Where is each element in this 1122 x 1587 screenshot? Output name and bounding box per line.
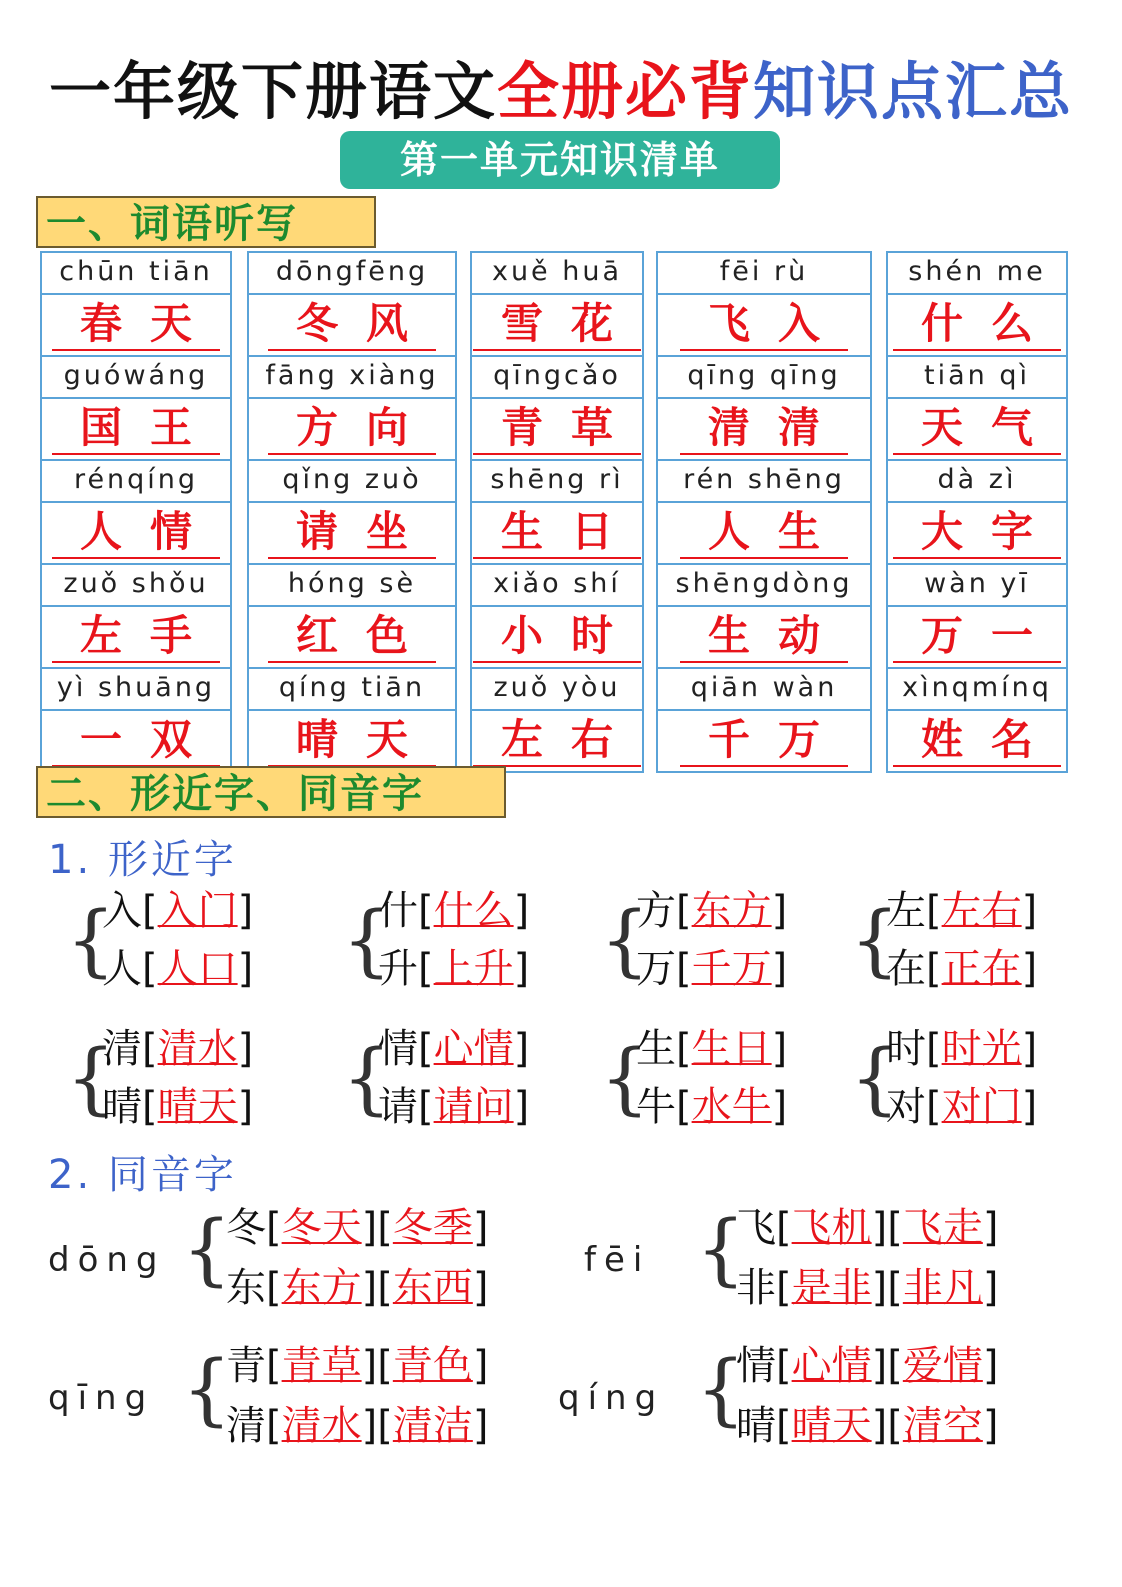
similar-row [636, 943, 787, 995]
vocab-cell [470, 565, 644, 669]
vocab-word-box [658, 607, 870, 667]
homophone-row [736, 1400, 998, 1452]
bracket-open: [ [142, 888, 158, 934]
homophone-pinyin: dōng [48, 1240, 166, 1280]
homophone-word: 非凡 [902, 1265, 983, 1311]
homophone-row [226, 1202, 488, 1254]
vocab-pinyin: xuě huā [472, 253, 642, 295]
vocab-word-box [42, 295, 230, 355]
vocab-cell [40, 461, 232, 565]
similar-row [636, 885, 787, 937]
bracket-mid: ][ [361, 1343, 393, 1389]
vocab-word: 请坐 [268, 507, 436, 559]
bracket-close: ] [513, 946, 530, 992]
similar-word: 时光 [941, 1026, 1022, 1072]
vocab-pinyin: guówáng [42, 357, 230, 399]
vocab-word-box [472, 295, 642, 355]
similar-word: 水牛 [691, 1084, 772, 1130]
vocab-word: 小时 [473, 611, 641, 663]
homophone-row [736, 1262, 998, 1314]
similar-row [636, 1081, 787, 1133]
vocab-word-box [888, 399, 1066, 459]
vocab-cell [656, 357, 872, 461]
vocab-cell [886, 357, 1068, 461]
bracket-open: [ [418, 1084, 434, 1130]
vocab-word-box [888, 295, 1066, 355]
vocab-cell [470, 461, 644, 565]
vocab-pinyin: qiān wàn [658, 669, 870, 711]
bracket-open: [ [266, 1403, 282, 1449]
similar-pair [850, 1023, 1090, 1139]
vocab-word-box [472, 711, 642, 771]
vocab-pinyin: qǐng zuò [249, 461, 455, 503]
vocab-word: 方向 [268, 403, 436, 455]
vocab-pinyin: chūn tiān [42, 253, 230, 295]
vocab-cell [886, 251, 1068, 357]
bracket-close: ] [771, 1084, 788, 1130]
vocab-pinyin: rénqíng [42, 461, 230, 503]
homophone-word: 爱情 [902, 1343, 983, 1389]
similar-char: 请 [378, 1084, 418, 1130]
bracket-close: ] [771, 946, 788, 992]
bracket-close: ] [472, 1403, 489, 1449]
vocab-pinyin: shén me [888, 253, 1066, 295]
vocab-word: 万一 [893, 611, 1061, 663]
vocab-word: 一双 [52, 715, 220, 767]
bracket-open: [ [418, 1026, 434, 1072]
vocab-column [886, 251, 1068, 773]
similar-char: 清 [102, 1026, 142, 1072]
vocab-word: 国王 [52, 403, 220, 455]
similar-row [102, 943, 253, 995]
similar-row [886, 1081, 1037, 1133]
vocab-word-box [472, 399, 642, 459]
similar-row [886, 943, 1037, 995]
similar-row [378, 885, 529, 937]
homophone-pinyin: qíng [558, 1378, 665, 1418]
similar-word: 对门 [941, 1084, 1022, 1130]
similar-pair [850, 885, 1090, 1001]
homophone-pinyin: qīng [48, 1378, 155, 1418]
similar-word: 人口 [157, 946, 238, 992]
homophone-char: 晴 [736, 1403, 776, 1449]
homophone-word: 东方 [281, 1265, 362, 1311]
vocab-word: 天气 [893, 403, 1061, 455]
vocab-word-box [249, 607, 455, 667]
bracket-open: [ [266, 1265, 282, 1311]
section-heading-dictation: 一、词语听写 [36, 196, 376, 248]
vocab-cell [656, 251, 872, 357]
vocab-cell [247, 357, 457, 461]
bracket-open: [ [266, 1343, 282, 1389]
vocab-word-box [658, 399, 870, 459]
homophone-word: 心情 [791, 1343, 872, 1389]
vocab-cell [247, 565, 457, 669]
bracket-close: ] [982, 1343, 999, 1389]
homophone-word: 青草 [281, 1343, 362, 1389]
bracket-open: [ [676, 946, 692, 992]
vocab-word: 雪花 [473, 299, 641, 351]
vocab-cell [40, 357, 232, 461]
vocab-cell [40, 251, 232, 357]
similar-char: 万 [636, 946, 676, 992]
homophone-pinyin: fēi [584, 1240, 651, 1280]
homophone-row [226, 1262, 488, 1314]
bracket-open: [ [142, 946, 158, 992]
brace-icon: { [850, 1034, 900, 1124]
bracket-open: [ [776, 1403, 792, 1449]
brace-icon: { [342, 896, 392, 986]
homophones-heading: 2. 同音字 [48, 1152, 237, 1198]
vocab-word-box [249, 503, 455, 563]
similar-row [102, 885, 253, 937]
vocab-word-box [249, 295, 455, 355]
bracket-open: [ [926, 1084, 942, 1130]
homophone-row [226, 1400, 488, 1452]
brace-icon: { [66, 896, 116, 986]
bracket-close: ] [472, 1205, 489, 1251]
similar-row [102, 1081, 253, 1133]
vocab-pinyin: hóng sè [249, 565, 455, 607]
vocab-word: 姓名 [893, 715, 1061, 767]
vocab-column [470, 251, 644, 773]
similar-char: 入 [102, 888, 142, 934]
bracket-mid: ][ [361, 1205, 393, 1251]
vocab-word: 什么 [893, 299, 1061, 351]
vocab-word: 左手 [52, 611, 220, 663]
vocab-word-box [249, 399, 455, 459]
bracket-mid: ][ [361, 1265, 393, 1311]
bracket-open: [ [676, 888, 692, 934]
vocab-cell [470, 357, 644, 461]
vocab-word-box [658, 295, 870, 355]
bracket-mid: ][ [871, 1205, 903, 1251]
vocab-cell [656, 669, 872, 773]
vocab-column [656, 251, 872, 773]
vocab-word: 人情 [52, 507, 220, 559]
homophone-word: 青色 [392, 1343, 473, 1389]
bracket-close: ] [982, 1265, 999, 1311]
similar-char: 生 [636, 1026, 676, 1072]
similar-word: 清水 [157, 1026, 238, 1072]
bracket-close: ] [1021, 888, 1038, 934]
similar-word: 什么 [433, 888, 514, 934]
similar-char: 情 [378, 1026, 418, 1072]
homophone-word: 冬季 [392, 1205, 473, 1251]
similar-char: 晴 [102, 1084, 142, 1130]
bracket-mid: ][ [871, 1343, 903, 1389]
vocab-pinyin: fāng xiàng [249, 357, 455, 399]
homophone-char: 情 [736, 1343, 776, 1389]
vocab-cell [247, 461, 457, 565]
bracket-close: ] [237, 1084, 254, 1130]
bracket-close: ] [982, 1403, 999, 1449]
homophone-word: 清空 [902, 1403, 983, 1449]
homophone-char: 青 [226, 1343, 266, 1389]
bracket-mid: ][ [361, 1403, 393, 1449]
vocab-column [40, 251, 232, 773]
similar-word: 东方 [691, 888, 772, 934]
homophone-word: 清洁 [392, 1403, 473, 1449]
vocab-pinyin: shēngdòng [658, 565, 870, 607]
vocab-word: 青草 [473, 403, 641, 455]
brace-icon: { [696, 1205, 746, 1295]
vocab-pinyin: yì shuāng [42, 669, 230, 711]
vocab-word: 飞入 [680, 299, 848, 351]
similar-word: 千万 [691, 946, 772, 992]
brace-icon: { [342, 1034, 392, 1124]
homophone-word: 是非 [791, 1265, 872, 1311]
homophone-word: 冬天 [281, 1205, 362, 1251]
similar-word: 心情 [433, 1026, 514, 1072]
bracket-open: [ [776, 1343, 792, 1389]
bracket-close: ] [982, 1205, 999, 1251]
vocab-word: 生动 [680, 611, 848, 663]
bracket-open: [ [676, 1026, 692, 1072]
vocab-word: 左右 [473, 715, 641, 767]
bracket-open: [ [418, 888, 434, 934]
vocab-cell [470, 251, 644, 357]
bracket-mid: ][ [871, 1403, 903, 1449]
vocab-pinyin: zuǒ shǒu [42, 565, 230, 607]
vocab-pinyin: dà zì [888, 461, 1066, 503]
similar-word: 正在 [941, 946, 1022, 992]
bracket-close: ] [1021, 946, 1038, 992]
vocab-column [247, 251, 457, 773]
vocab-pinyin: qíng tiān [249, 669, 455, 711]
vocab-cell [247, 251, 457, 357]
bracket-close: ] [472, 1343, 489, 1389]
similar-row [102, 1023, 253, 1075]
vocab-cell [886, 461, 1068, 565]
similar-word: 入门 [157, 888, 238, 934]
bracket-close: ] [237, 1026, 254, 1072]
bracket-close: ] [1021, 1026, 1038, 1072]
similar-row [886, 1023, 1037, 1075]
vocab-word-box [42, 399, 230, 459]
vocab-cell [470, 669, 644, 773]
similar-pair [342, 885, 582, 1001]
bracket-close: ] [513, 888, 530, 934]
similar-row [378, 1081, 529, 1133]
vocab-cell [886, 565, 1068, 669]
bracket-open: [ [676, 1084, 692, 1130]
vocab-pinyin: qīng qīng [658, 357, 870, 399]
similar-pair [600, 885, 840, 1001]
vocab-word: 生日 [473, 507, 641, 559]
homophone-char: 冬 [226, 1205, 266, 1251]
vocab-word: 红色 [268, 611, 436, 663]
homophone-word: 飞走 [902, 1205, 983, 1251]
vocab-cell [656, 461, 872, 565]
homophone-word: 晴天 [791, 1403, 872, 1449]
similar-word: 生日 [691, 1026, 772, 1072]
similar-row [886, 885, 1037, 937]
bracket-close: ] [237, 888, 254, 934]
vocab-pinyin: qīngcǎo [472, 357, 642, 399]
vocab-word: 人生 [680, 507, 848, 559]
similar-word: 左右 [941, 888, 1022, 934]
brace-icon: { [66, 1034, 116, 1124]
homophone-row [226, 1340, 488, 1392]
vocab-pinyin: tiān qì [888, 357, 1066, 399]
vocab-pinyin: shēng rì [472, 461, 642, 503]
bracket-open: [ [926, 888, 942, 934]
title-part-2: 全册必背 [496, 55, 753, 128]
bracket-open: [ [776, 1265, 792, 1311]
similar-char: 什 [378, 888, 418, 934]
bracket-close: ] [771, 888, 788, 934]
similar-pair [66, 885, 306, 1001]
homophone-word: 飞机 [791, 1205, 872, 1251]
vocab-word: 冬风 [268, 299, 436, 351]
bracket-close: ] [513, 1026, 530, 1072]
vocab-word-box [42, 607, 230, 667]
brace-icon: { [850, 896, 900, 986]
vocab-word-box [888, 607, 1066, 667]
vocab-cell [40, 565, 232, 669]
similar-word: 上升 [433, 946, 514, 992]
vocab-word-box [249, 711, 455, 771]
vocab-word-box [888, 711, 1066, 771]
vocab-word-box [888, 503, 1066, 563]
homophone-row [736, 1340, 998, 1392]
similar-char: 牛 [636, 1084, 676, 1130]
bracket-open: [ [926, 946, 942, 992]
bracket-open: [ [776, 1205, 792, 1251]
page-title [0, 52, 1122, 132]
bracket-close: ] [771, 1026, 788, 1072]
brace-icon: { [182, 1205, 232, 1295]
vocab-word: 清清 [680, 403, 848, 455]
vocab-pinyin: xiǎo shí [472, 565, 642, 607]
similar-row [378, 943, 529, 995]
similar-pair [66, 1023, 306, 1139]
brace-icon: { [600, 1034, 650, 1124]
similar-word: 请问 [433, 1084, 514, 1130]
similar-pair [342, 1023, 582, 1139]
title-part-1: 一年级下册语文 [48, 55, 497, 128]
bracket-close: ] [513, 1084, 530, 1130]
similar-char: 对 [886, 1084, 926, 1130]
vocab-word: 千万 [680, 715, 848, 767]
similar-row [636, 1023, 787, 1075]
vocab-word-box [42, 503, 230, 563]
bracket-open: [ [418, 946, 434, 992]
vocab-cell [40, 669, 232, 773]
vocab-pinyin: fēi rù [658, 253, 870, 295]
vocab-pinyin: dōngfēng [249, 253, 455, 295]
similar-row [378, 1023, 529, 1075]
homophone-word: 东西 [392, 1265, 473, 1311]
section-heading-similar-homophone: 二、形近字、同音字 [36, 766, 506, 818]
bracket-open: [ [266, 1205, 282, 1251]
similar-char: 人 [102, 946, 142, 992]
similar-word: 晴天 [157, 1084, 238, 1130]
vocab-pinyin: zuǒ yòu [472, 669, 642, 711]
title-part-3: 知识点汇总 [753, 55, 1074, 128]
similar-char: 左 [886, 888, 926, 934]
bracket-close: ] [1021, 1084, 1038, 1130]
bracket-open: [ [926, 1026, 942, 1072]
homophone-char: 东 [226, 1265, 266, 1311]
bracket-open: [ [142, 1084, 158, 1130]
vocab-pinyin: xìnqmínq [888, 669, 1066, 711]
vocab-cell [247, 669, 457, 773]
vocab-word-box [658, 503, 870, 563]
brace-icon: { [182, 1345, 232, 1435]
vocab-word-box [42, 711, 230, 771]
vocab-word: 春天 [52, 299, 220, 351]
similar-char: 在 [886, 946, 926, 992]
bracket-mid: ][ [871, 1265, 903, 1311]
similar-char: 时 [886, 1026, 926, 1072]
vocab-pinyin: wàn yī [888, 565, 1066, 607]
vocab-word: 大字 [893, 507, 1061, 559]
vocab-word: 晴天 [268, 715, 436, 767]
similar-pair [600, 1023, 840, 1139]
vocab-cell [656, 565, 872, 669]
brace-icon: { [696, 1345, 746, 1435]
vocab-pinyin: rén shēng [658, 461, 870, 503]
bracket-close: ] [237, 946, 254, 992]
vocab-word-box [658, 711, 870, 771]
homophone-row [736, 1202, 998, 1254]
vocab-word-box [472, 607, 642, 667]
vocab-cell [886, 669, 1068, 773]
vocab-word-box [472, 503, 642, 563]
bracket-open: [ [142, 1026, 158, 1072]
homophone-char: 清 [226, 1403, 266, 1449]
unit-banner: 第一单元知识清单 [340, 131, 780, 189]
bracket-close: ] [472, 1265, 489, 1311]
similar-char: 升 [378, 946, 418, 992]
homophone-char: 非 [736, 1265, 776, 1311]
homophone-word: 清水 [281, 1403, 362, 1449]
homophone-char: 飞 [736, 1205, 776, 1251]
similar-char: 方 [636, 888, 676, 934]
similar-chars-heading: 1. 形近字 [48, 837, 237, 883]
brace-icon: { [600, 896, 650, 986]
